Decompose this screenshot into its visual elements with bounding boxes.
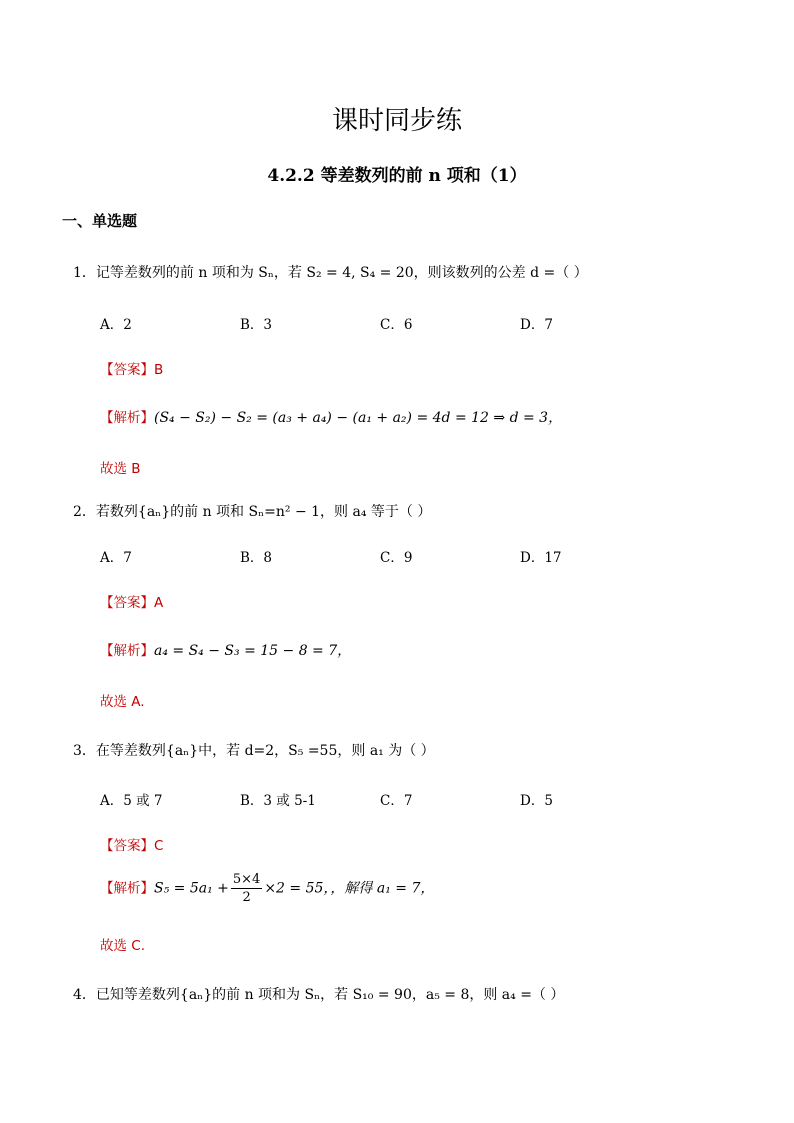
fraction: $\frac{5\times 4}{2}$ [232, 872, 261, 905]
question-3-option-b: B．3 或 5-1 [240, 793, 316, 809]
question-3-answer: 【答案】C [100, 838, 164, 854]
question-1-option-a: A．2 [100, 317, 132, 333]
question-3-stem: 3．在等差数列{aₙ}中，若 d=2，S₅ =55，则 a₁ 为（ ） [73, 743, 435, 759]
question-1-conclusion: 故选 B [100, 461, 141, 477]
question-3-explanation: 【解析】S₅ = 5a₁ + $\frac{5\times 4}{2}$ ×2 = 55，，解得 a₁ = 7， [100, 872, 435, 905]
question-2-conclusion: 故选 A. [100, 694, 145, 710]
section-heading: 一、单选题 [62, 212, 138, 230]
question-4-stem: 4．已知等差数列{aₙ}的前 n 项和为 Sₙ，若 S₁₀ = 90，a₅ = 8，则 a₄ =（ ） [73, 987, 565, 1003]
question-3-option-a: A．5 或 7 [100, 793, 163, 809]
question-1-stem: 1．记等差数列的前 n 项和为 Sₙ，若 S₂ = 4, S₄ = 20，则该数列的公差 d =（ ） [73, 265, 588, 281]
question-1-option-b: B．3 [240, 317, 273, 333]
question-2-option-a: A．7 [100, 550, 132, 566]
question-2-option-d: D．17 [520, 550, 562, 566]
question-3-option-c: C．7 [380, 793, 413, 809]
question-1-explanation: 【解析】(S₄ − S₂) − S₂ = (a₃ + a₄) − (a₁ + a₂) = 4d = 12 ⇒ d = 3， [100, 410, 563, 426]
question-2-option-b: B．8 [240, 550, 273, 566]
question-1-option-c: C．6 [380, 317, 413, 333]
question-2-stem: 2．若数列{aₙ}的前 n 项和 Sₙ=n² − 1，则 a₄ 等于（ ） [73, 504, 432, 520]
question-3-option-d: D．5 [520, 793, 553, 809]
question-2-explanation: 【解析】a₄ = S₄ − S₃ = 15 − 8 = 7， [100, 643, 352, 659]
page-title: 课时同步练 [331, 106, 462, 136]
question-2-option-c: C．9 [380, 550, 413, 566]
question-3-conclusion: 故选 C. [100, 938, 146, 954]
page-subtitle: 4.2.2 等差数列的前 n 项和（1） [267, 166, 527, 186]
question-1-answer: 【答案】B [100, 362, 164, 378]
question-1-option-d: D．7 [520, 317, 553, 333]
question-2-answer: 【答案】A [100, 595, 164, 611]
